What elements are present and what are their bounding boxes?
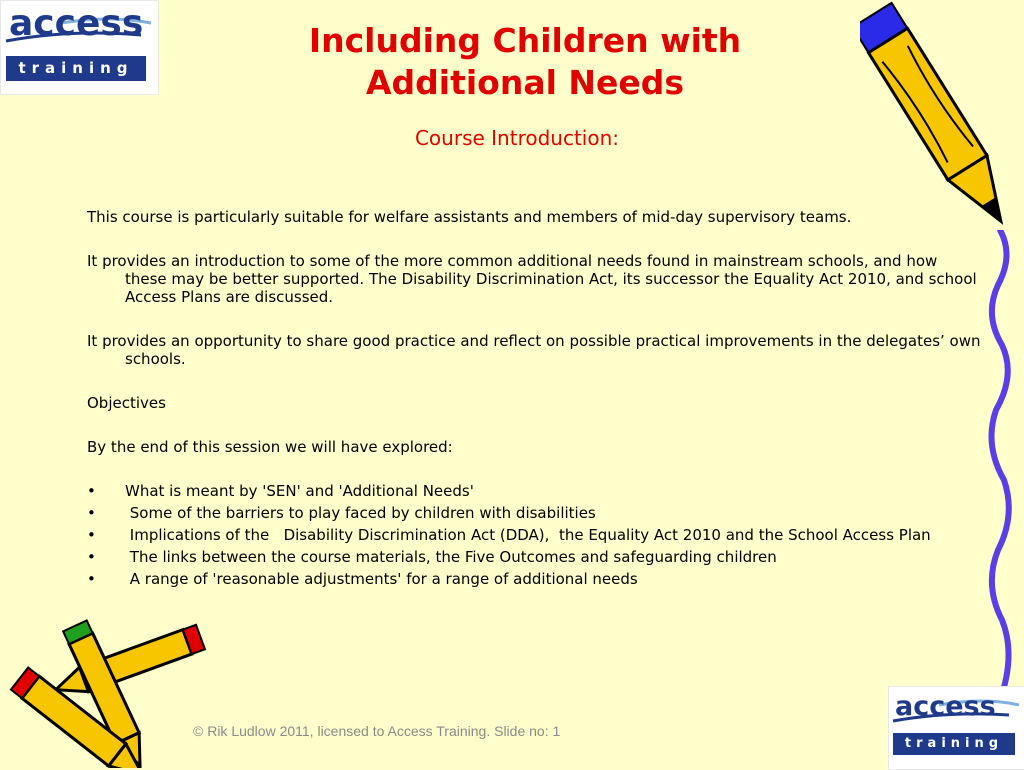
objectives-list	[87, 482, 982, 588]
objectives-lead: By the end of this session we will have explored:	[87, 438, 453, 456]
list-item: • What is meant by 'SEN' and 'Additional Needs'	[87, 482, 474, 500]
bullet-icon: •	[87, 526, 96, 544]
paragraph-introduction: It provides an introduction to some of the more common additional needs found in mainstream schools, and how these may be better supported. The Disability Discrimination Act, its successor the Equality Act 2010, and school Access Plans are discussed.	[87, 252, 977, 306]
slide-subtitle: Course Introduction:	[414, 126, 620, 150]
slide-title	[240, 20, 810, 104]
bullet-icon: •	[87, 548, 96, 566]
slide-body	[87, 208, 982, 592]
list-item: • The links between the course materials, the Five Outcomes and safeguarding children	[87, 548, 777, 566]
bullet-icon: •	[87, 482, 96, 500]
bullet-icon: •	[87, 570, 96, 588]
list-item: • A range of 'reasonable adjustments' for a range of additional needs	[87, 570, 638, 588]
access-training-logo-bottom	[888, 686, 1024, 770]
logo-bar-text: training	[6, 56, 146, 81]
list-item: • Some of the barriers to play faced by children with disabilities	[87, 504, 596, 522]
title-line-2: Additional Needs	[365, 63, 685, 102]
pencils-group-icon	[0, 618, 210, 768]
paragraph-intro: This course is particularly suitable for welfare assistants and members of mid-day supervisory teams.	[87, 208, 852, 226]
objectives-heading: Objectives	[87, 394, 166, 412]
logo-word: access	[9, 3, 144, 44]
logo-word: access	[895, 691, 996, 722]
title-line-1: Including Children with	[308, 21, 742, 60]
access-training-logo-top	[0, 0, 159, 95]
logo-bar-text: training	[893, 733, 1015, 755]
paragraph-opportunity: It provides an opportunity to share good practice and reflect on possible practical improvements in the delegates’ own schools.	[87, 332, 981, 368]
list-item: • Implications of the Disability Discrimination Act (DDA), the Equality Act 2010 and the School Access Plan	[87, 526, 931, 544]
decorative-squiggle-line	[980, 230, 1020, 710]
bullet-icon: •	[87, 504, 96, 522]
slide-footer: © Rik Ludlow 2011, licensed to Access Training. Slide no: 1	[193, 723, 561, 739]
